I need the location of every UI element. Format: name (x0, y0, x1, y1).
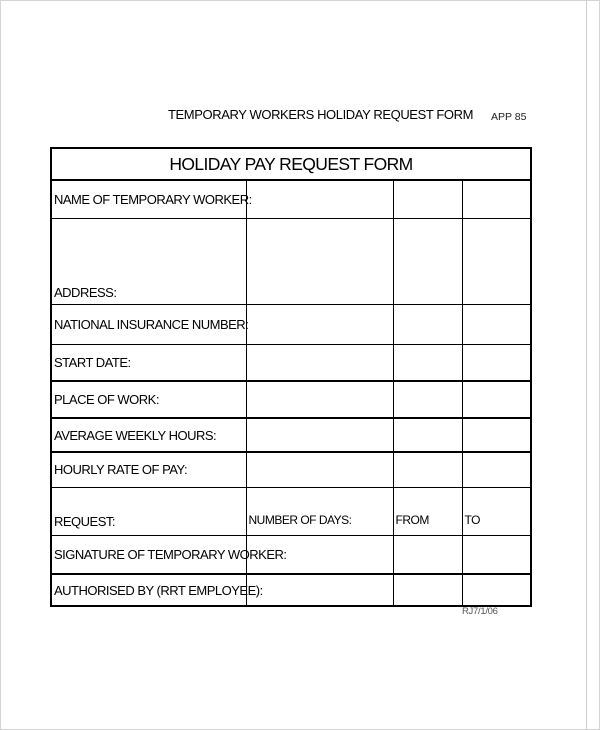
field-input-authorised-1[interactable] (246, 574, 393, 606)
form-header: HOLIDAY PAY REQUEST FORM (51, 148, 531, 180)
field-input-name-1[interactable] (246, 180, 393, 218)
page-edge-divider (586, 0, 587, 730)
field-label-weekly-hours: AVERAGE WEEKLY HOURS: (51, 418, 246, 452)
document-reference: APP 85 (491, 111, 527, 123)
field-input-start-date-2[interactable] (393, 344, 462, 381)
field-input-hourly-rate-3[interactable] (462, 452, 531, 487)
field-input-hourly-rate-2[interactable] (393, 452, 462, 487)
field-input-place-of-work-1[interactable] (246, 381, 393, 418)
form-row-address (51, 218, 531, 304)
request-to-label[interactable]: TO (462, 487, 531, 535)
field-label-place-of-work: PLACE OF WORK: (51, 381, 246, 418)
field-input-weekly-hours-2[interactable] (393, 418, 462, 452)
form-row-name (51, 180, 531, 218)
request-days-label[interactable]: NUMBER OF DAYS: (246, 487, 393, 535)
field-label-authorised: AUTHORISED BY (RRT EMPLOYEE): (51, 574, 246, 606)
field-label-name: NAME OF TEMPORARY WORKER: (51, 180, 246, 218)
form-row-place-of-work (51, 381, 531, 418)
field-label-signature: SIGNATURE OF TEMPORARY WORKER: (51, 535, 246, 574)
field-input-place-of-work-3[interactable] (462, 381, 531, 418)
field-input-ni-number-1[interactable] (246, 304, 393, 344)
form-row-authorised (51, 574, 531, 606)
field-label-request: REQUEST: (51, 487, 246, 535)
form-row-signature (51, 535, 531, 574)
form-header-row (51, 148, 531, 180)
field-input-ni-number-3[interactable] (462, 304, 531, 344)
form-row-weekly-hours (51, 418, 531, 452)
field-input-name-3[interactable] (462, 180, 531, 218)
form-row-start-date (51, 344, 531, 381)
field-input-signature-3[interactable] (462, 535, 531, 574)
field-input-ni-number-2[interactable] (393, 304, 462, 344)
field-label-address: ADDRESS: (51, 218, 246, 304)
field-input-address-1[interactable] (246, 218, 393, 304)
request-from-label[interactable]: FROM (393, 487, 462, 535)
form-row-hourly-rate (51, 452, 531, 487)
footer-reference-code: RJ7/1/06 (462, 606, 498, 617)
field-input-authorised-3[interactable] (462, 574, 531, 606)
field-input-name-2[interactable] (393, 180, 462, 218)
field-input-start-date-3[interactable] (462, 344, 531, 381)
holiday-pay-request-form (50, 147, 532, 607)
field-input-hourly-rate-1[interactable] (246, 452, 393, 487)
field-label-start-date: START DATE: (51, 344, 246, 381)
field-input-address-3[interactable] (462, 218, 531, 304)
field-input-weekly-hours-3[interactable] (462, 418, 531, 452)
field-input-weekly-hours-1[interactable] (246, 418, 393, 452)
field-input-signature-2[interactable] (393, 535, 462, 574)
field-input-start-date-1[interactable] (246, 344, 393, 381)
field-input-authorised-2[interactable] (393, 574, 462, 606)
field-label-ni-number: NATIONAL INSURANCE NUMBER: (51, 304, 246, 344)
form-row-ni-number (51, 304, 531, 344)
document-title: TEMPORARY WORKERS HOLIDAY REQUEST FORM (168, 107, 474, 122)
field-input-place-of-work-2[interactable] (393, 381, 462, 418)
field-label-hourly-rate: HOURLY RATE OF PAY: (51, 452, 246, 487)
field-input-address-2[interactable] (393, 218, 462, 304)
form-row-request (51, 487, 531, 535)
